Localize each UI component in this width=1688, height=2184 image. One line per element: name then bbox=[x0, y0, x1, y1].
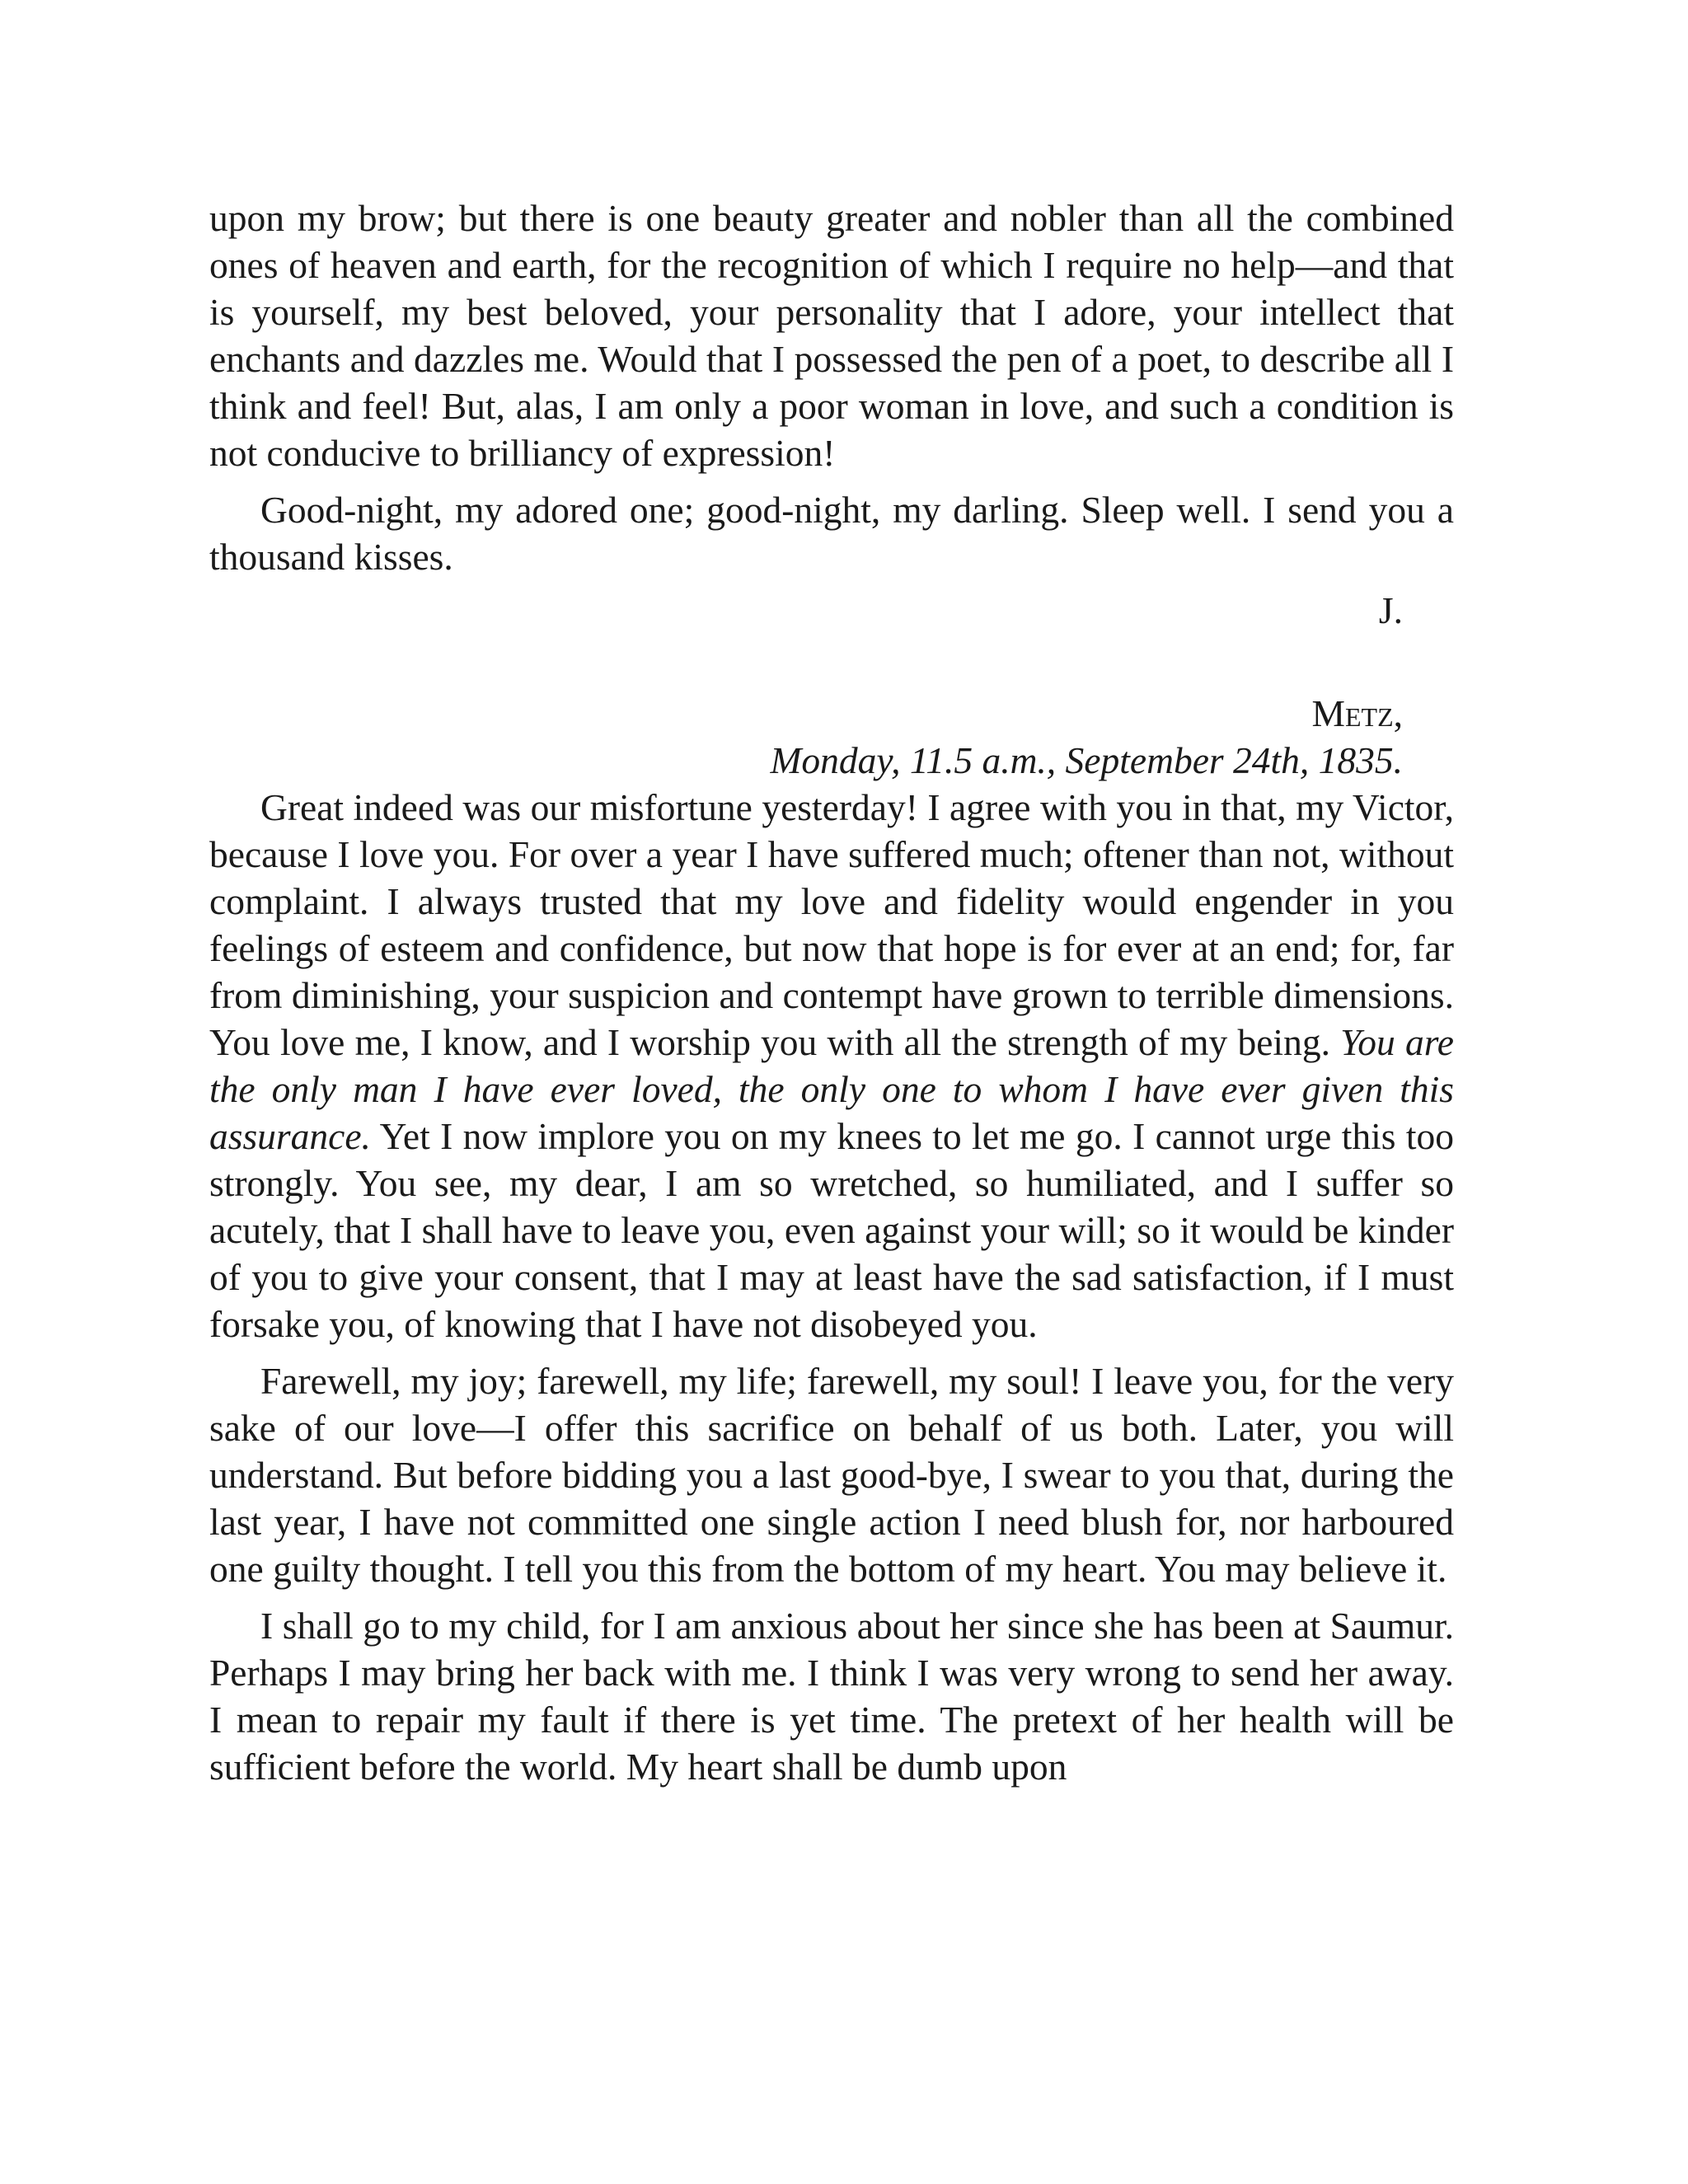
letter2-paragraph-1-start: Great indeed was our misfortune yesterday! I agree with you in that, my Victor, because I love you. For over a year I have suffered much; oftener than not, without complaint. I always trusted that my love and fidelity would engender in you feelings of esteem and confidence, but now that hope is for ever at an end; for, far from diminishing, your suspicion and contempt have grown to terrible dimensions. You love me, I know, and I worship you with all the strength of my being. bbox=[209, 786, 1454, 1063]
letter2-paragraph-3: I shall go to my child, for I am anxious about her since she has been at Saumur. Perhaps I may bring her back with me. I think I was very wrong to send her away. I mean to repair my fault if there is yet time. The pretext of her health will be sufficient before the world. My heart shall be dumb upon bbox=[209, 1605, 1454, 1788]
document-page bbox=[209, 194, 1454, 1790]
letter1-paragraph-2: Good-night, my adored one; good-night, my darling. Sleep well. I send you a thousand kisses. bbox=[209, 489, 1454, 578]
letter1-signature: J. bbox=[1378, 589, 1403, 631]
letter2-paragraph-1-italic: You are the only man I have ever loved, the only one to whom I have ever given this assurance. bbox=[209, 1021, 1454, 1157]
letter1-paragraph-1: upon my brow; but there is one beauty greater and nobler than all the combined ones of heaven and earth, for the recognition of which I require no help—and that is yourself, my best beloved, your personality that I adore, your intellect that enchants and dazzles me. Would that I possessed the pen of a poet, to describe all I think and feel! But, alas, I am only a poor woman in love, and such a condition is not conducive to brilliancy of expression! bbox=[209, 197, 1454, 474]
letter2-paragraph-1 bbox=[209, 784, 1454, 1347]
letter2-place: Metz, bbox=[1311, 692, 1403, 734]
letter2-paragraph-2: Farewell, my joy; farewell, my life; farewell, my soul! I leave you, for the very sake of our love—I offer this sacrifice on behalf of us both. Later, you will understand. But before bidding you a last good-bye, I swear to you that, during the last year, I have not committed one single action I need blush for, nor harboured one guilty thought. I tell you this from the bottom of my heart. You may believe it. bbox=[209, 1360, 1454, 1590]
letter2-paragraph-1-end: Yet I now implore you on my knees to let me go. I cannot urge this too strongly. You see, my dear, I am so wretched, so humiliated, and I suffer so acutely, that I shall have to leave you, even against your will; so it would be kinder of you to give your consent, that I may at least have the sad satisfaction, if I must forsake you, of knowing that I have not disobeyed you. bbox=[209, 1115, 1454, 1345]
letter2-dateline: Monday, 11.5 a.m., September 24th, 1835. bbox=[770, 739, 1403, 781]
